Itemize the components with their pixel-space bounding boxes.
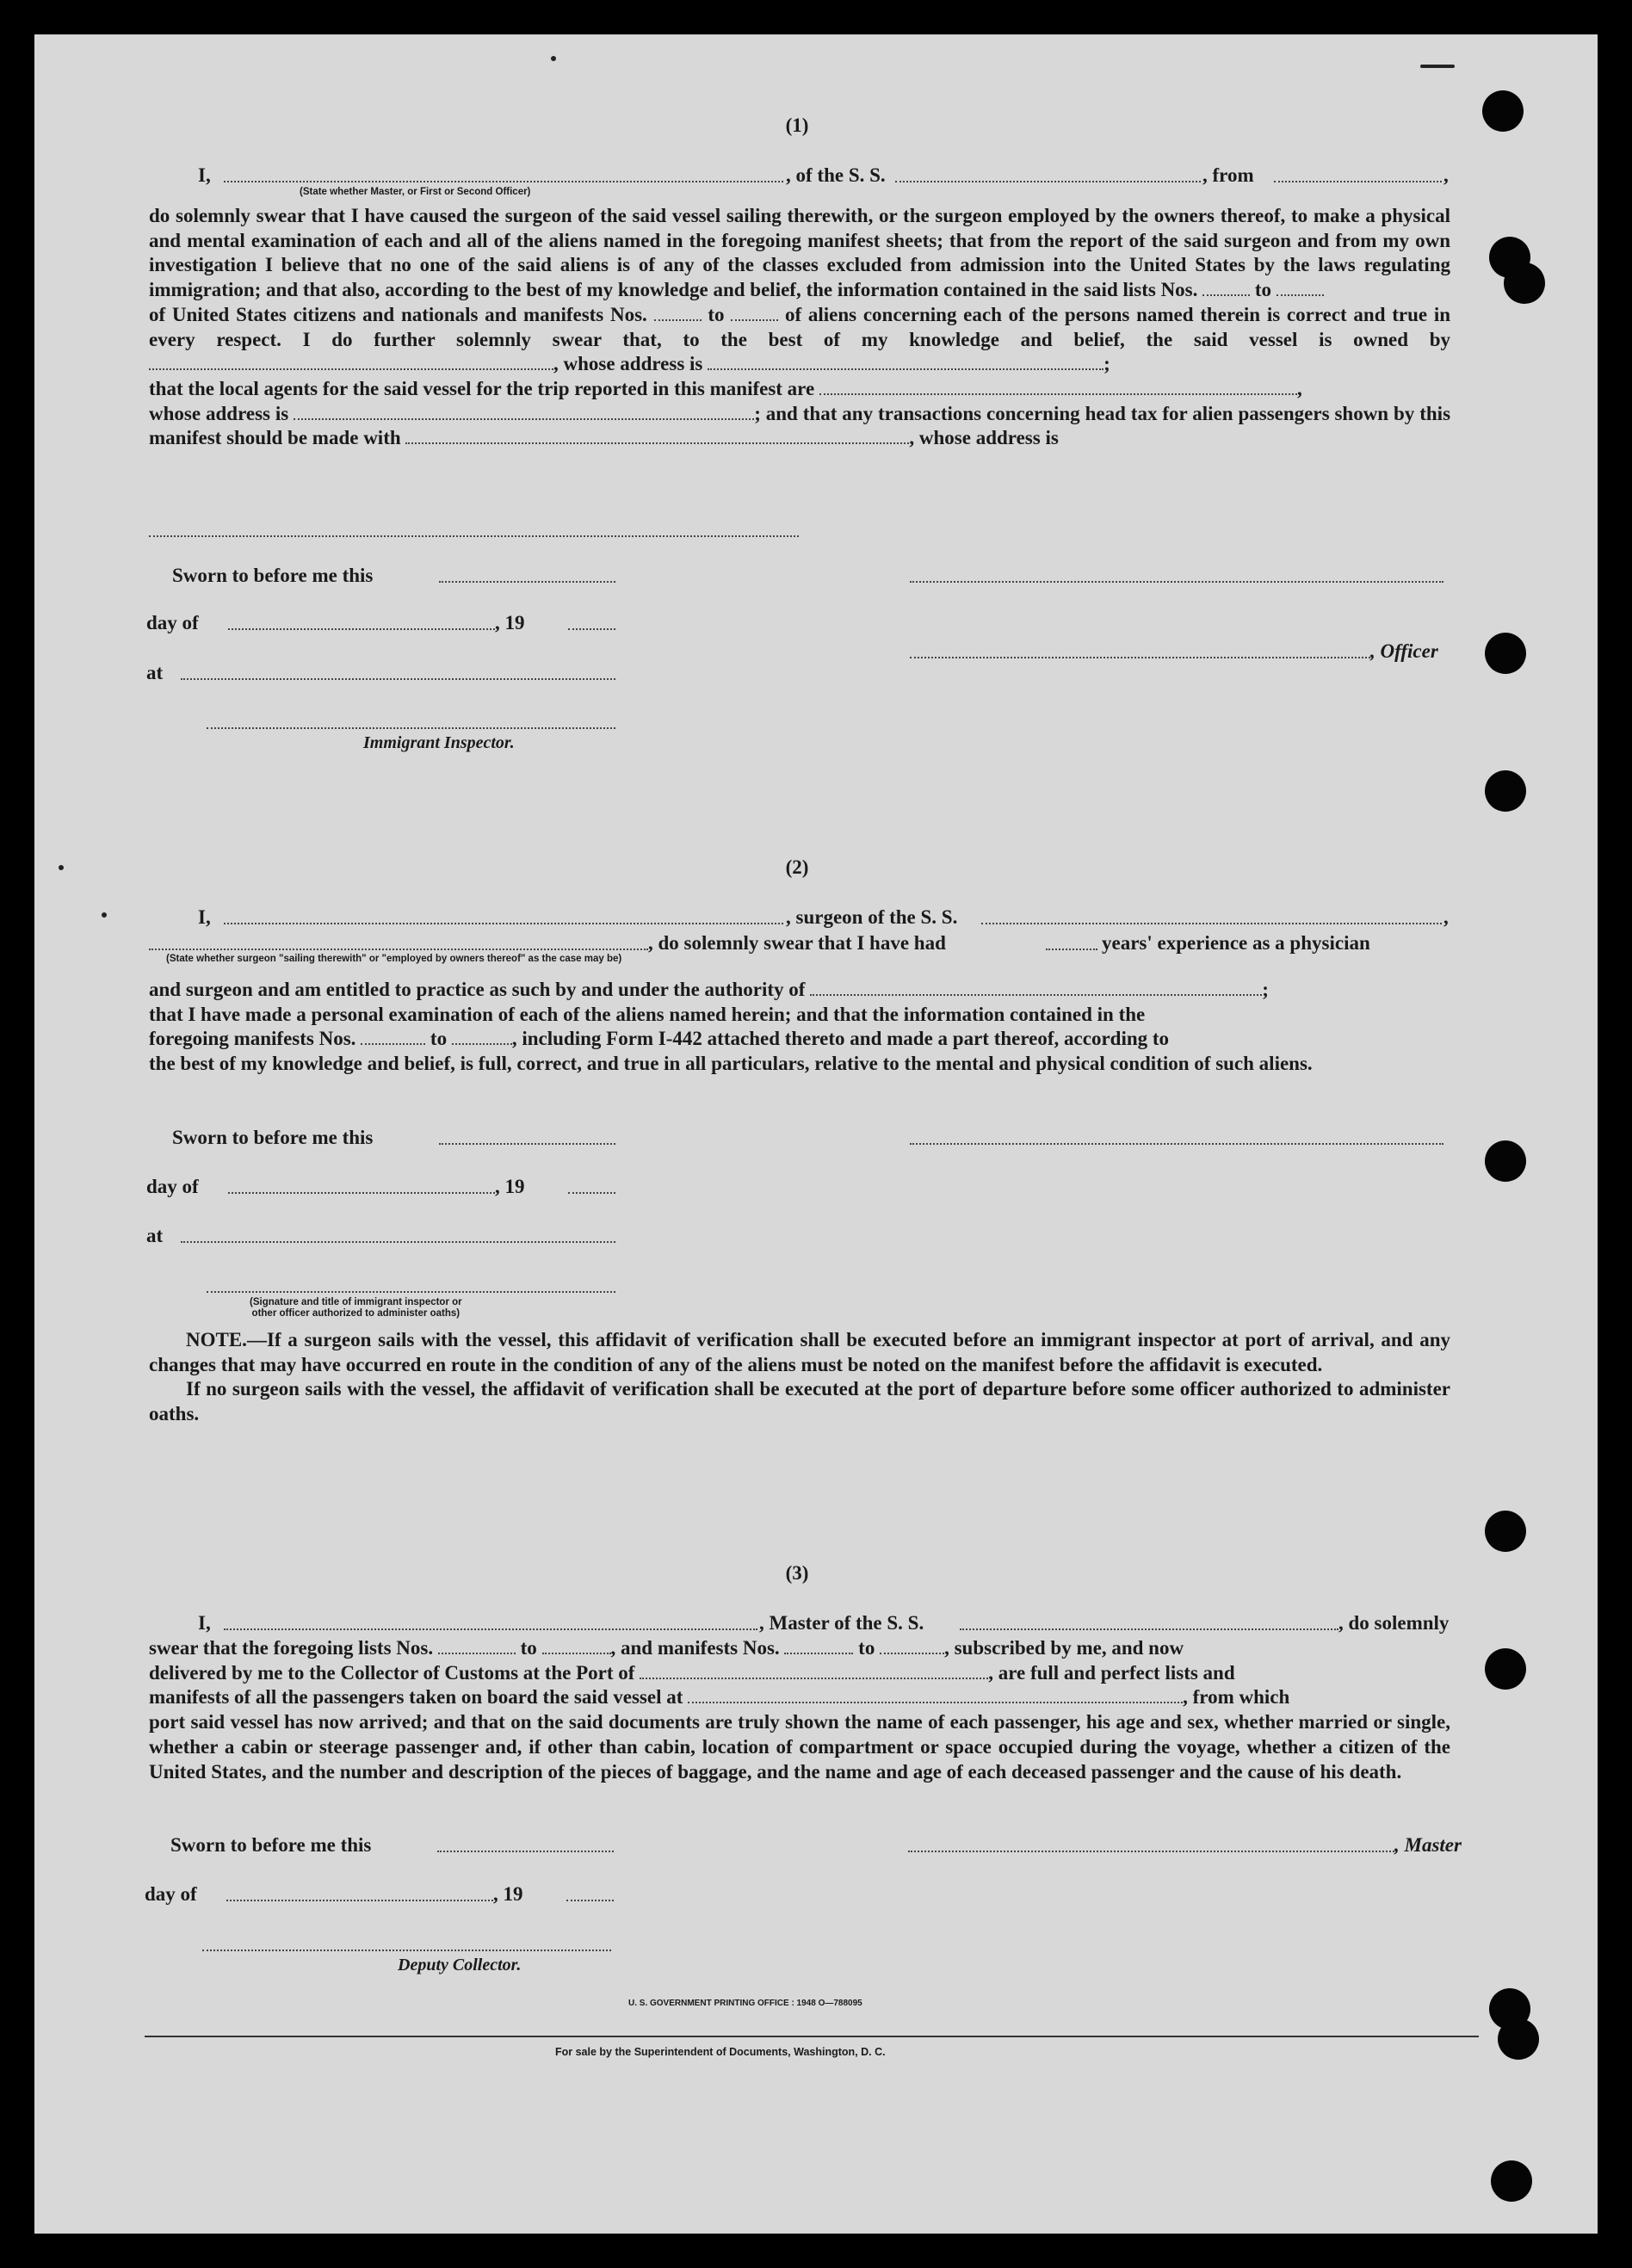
surgeon-note: (State whether surgeon "sailing therewith" or "employed by owners thereof" as the case may be) bbox=[166, 954, 622, 964]
section-2-note: NOTE.—If a surgeon sails with the vessel, this affidavit of verification shall be executed before an immigrant inspector at port of arrival, and any changes that may have occurred en route in the condition of any of the aliens must be noted on the manifest before the affidavit is executed. If no surgeon sails with the vessel, the affidavit of verification shall be executed at the port of departure before some officer authorized to administer oaths. bbox=[149, 1329, 1450, 1425]
for-sale-line: For sale by the Superintendent of Documents, Washington, D. C. bbox=[555, 2046, 886, 2058]
manifest-back-page: (1) I, , of the S. S. , from , (State whether Master, or First or Second Officer) do solemnly swear that I have caused the surgeon of the said vessel sailing therewith, or the surgeon employed by the owners thereof, to make a physical and mental examination of each and all of the aliens named in the foregoing manifest sheets; that from the report of the said surgeon and from my own investigation I believe that no one of the said aliens is of any of the classes excluded from admission into the United States by the laws regulating immigration; and that also, according to the best of my knowledge and belief, the information contained in the said lists Nos. to of United States citizens and nationals and manifests Nos. to of aliens concerning each of the persons named therein is correct and true in every respect. I do further solemnly swear that, to the best of my knowledge and belief, the said vessel is owned by , whose address is ; that the local agents for the said vessel for the trip reported in this manifest are , whose address is ; and that any transactions concerning head tax for alien passengers shown by this manifest should be made with , whose address is Sworn to before me this day of , 19 , Officer at Immigrant Inspector. (2) I, , surgeon of the S. S. , , do solemnly swear that I have had years' experience as a physician (State whether surgeon "sailing therewith" or "employed by owners thereof" as the case may be) and surgeon and am entitled to practice as such by and under the authority of ; that I have made a personal examination of each of the aliens named herein; and that the information contained in the foregoing manifests Nos. to , including Form I-442 attached thereto and made a part thereof, according to the best of my knowledge and belief, is full, correct, and true in all particulars, relative to the mental and physical condition of such aliens. Sworn to before me this day of , 19 at (Signature and title of immigrant inspector or other officer authorized to administer oaths) NOTE.—If a surgeon sails with the vessel, this affidavit of verification shall be executed before an immigrant inspector at port of arrival, and any changes that may have occurred en route in the condition of any of the aliens must be noted on the manifest before the affidavit is executed. If no surgeon sails with the vessel, the affidavit of verification shall be executed at the port of departure before some officer authorized to administer oaths. (3) I, , Master of the S. S. , do solemnly swear that the foregoing lists Nos. to , and manifests Nos. to , subscribed by me, and now delivered by me to the Collector of Customs at the Port of , are full and perfect lists and manifests of all the passengers taken on board the said vessel at , from which port said vessel has now arrived; and that on the said documents are truly shown the name of each passenger, his age and sex, whether married or single, whether a cabin or steerage passenger and, if other than cabin, location of compartment or space occupied during the voyage, whether a citizen of the United States, and the number and description of the pieces of baggage, and the name and age of each deceased passenger and the cause of his death. Sworn to before me this , Master day of , 19 Deputy Collector. U. S. GOVERNMENT PRINTING OFFICE : 1948 O—788095 For sale by the Superintendent of Documents, Washington, D. C. bbox=[34, 34, 1598, 2234]
s3-day-of: day of bbox=[145, 1883, 197, 1905]
immigrant-inspector-caption: Immigrant Inspector. bbox=[363, 733, 515, 752]
speck bbox=[59, 865, 64, 870]
section-1-number: (1) bbox=[785, 114, 809, 136]
printing-office: U. S. GOVERNMENT PRINTING OFFICE : 1948 O—788095 bbox=[628, 1999, 862, 2008]
speck bbox=[102, 912, 107, 918]
s2-day-of: day of bbox=[146, 1176, 199, 1197]
punch-hole bbox=[1485, 1140, 1526, 1182]
punch-hole bbox=[1485, 1648, 1526, 1690]
section-2-number: (2) bbox=[785, 856, 809, 878]
sig-note: (Signature and title of immigrant inspector or other officer authorized to administer oaths) bbox=[250, 1297, 462, 1319]
s1-at: at bbox=[146, 662, 164, 683]
s2-at: at bbox=[146, 1225, 164, 1246]
deputy-collector-caption: Deputy Collector. bbox=[398, 1956, 522, 1974]
s1-sworn: Sworn to before me this bbox=[172, 565, 374, 586]
section-2-paragraph: and surgeon and am entitled to practice as such by and under the authority of ; that I have made a personal examination of each of the aliens named herein; and that the information contained in the foregoing manifests Nos. to , including Form I-442 attached thereto and made a part thereof, according to the best of my knowledge and belief, is full, correct, and true in all particulars, relative to the mental and physical condition of such aliens. bbox=[149, 979, 1313, 1075]
speck bbox=[1420, 65, 1455, 68]
punch-hole bbox=[1498, 2018, 1539, 2060]
punch-hole bbox=[1491, 2160, 1532, 2202]
punch-hole bbox=[1485, 770, 1526, 812]
officer-label: , Officer bbox=[1370, 640, 1438, 662]
s2-sworn: Sworn to before me this bbox=[172, 1127, 374, 1148]
s1-line-1: I, bbox=[198, 164, 211, 186]
s1-day-of: day of bbox=[146, 612, 199, 633]
section-1-paragraph: do solemnly swear that I have caused the surgeon of the said vessel sailing therewith, or the surgeon employed by the owners thereof, to make a physical and mental examination of each and all of the aliens named in the foregoing manifest sheets; that from the report of the said surgeon and from my own investigation I believe that no one of the said aliens is of any of the classes excluded from admission into the United States by the laws regulating immigration; and that also, according to the best of my knowledge and belief, the information contained in the said lists Nos. to of United States citizens and nationals and manifests Nos. to of aliens concerning each of the persons named therein is correct and true in every respect. I do further solemnly swear that, to the best of my knowledge and belief, the said vessel is owned by , whose address is ; that the local agents for the said vessel for the trip reported in this manifest are , whose address is ; and that any transactions concerning head tax for alien passengers shown by this manifest should be made with , whose address is bbox=[149, 205, 1451, 449]
section-3-number: (3) bbox=[785, 1562, 809, 1584]
officer-note: (State whether Master, or First or Second Officer) bbox=[300, 187, 531, 197]
punch-hole bbox=[1482, 90, 1524, 132]
section-3-paragraph: swear that the foregoing lists Nos. to , and manifests Nos. to , subscribed by me, and now delivered by me to the Collector of Customs at the Port of , are full and perfect lists and manifests of all the passengers taken on board the said vessel at , from which port said vessel has now arrived; and that on the said documents are truly shown the name of each passenger, his age and sex, whether married or single, whether a cabin or steerage passenger and, if other than cabin, location of compartment or space occupied during the voyage, whether a citizen of the United States, and the number and description of the pieces of baggage, and the name and age of each deceased passenger and the cause of his death. bbox=[149, 1637, 1450, 1783]
master-label: , Master bbox=[1394, 1834, 1462, 1856]
speck bbox=[551, 56, 556, 61]
punch-hole bbox=[1504, 263, 1545, 304]
punch-hole bbox=[1485, 1511, 1526, 1552]
footer-rule bbox=[145, 2036, 1479, 2037]
s3-sworn: Sworn to before me this bbox=[170, 1834, 372, 1856]
punch-hole bbox=[1485, 633, 1526, 674]
